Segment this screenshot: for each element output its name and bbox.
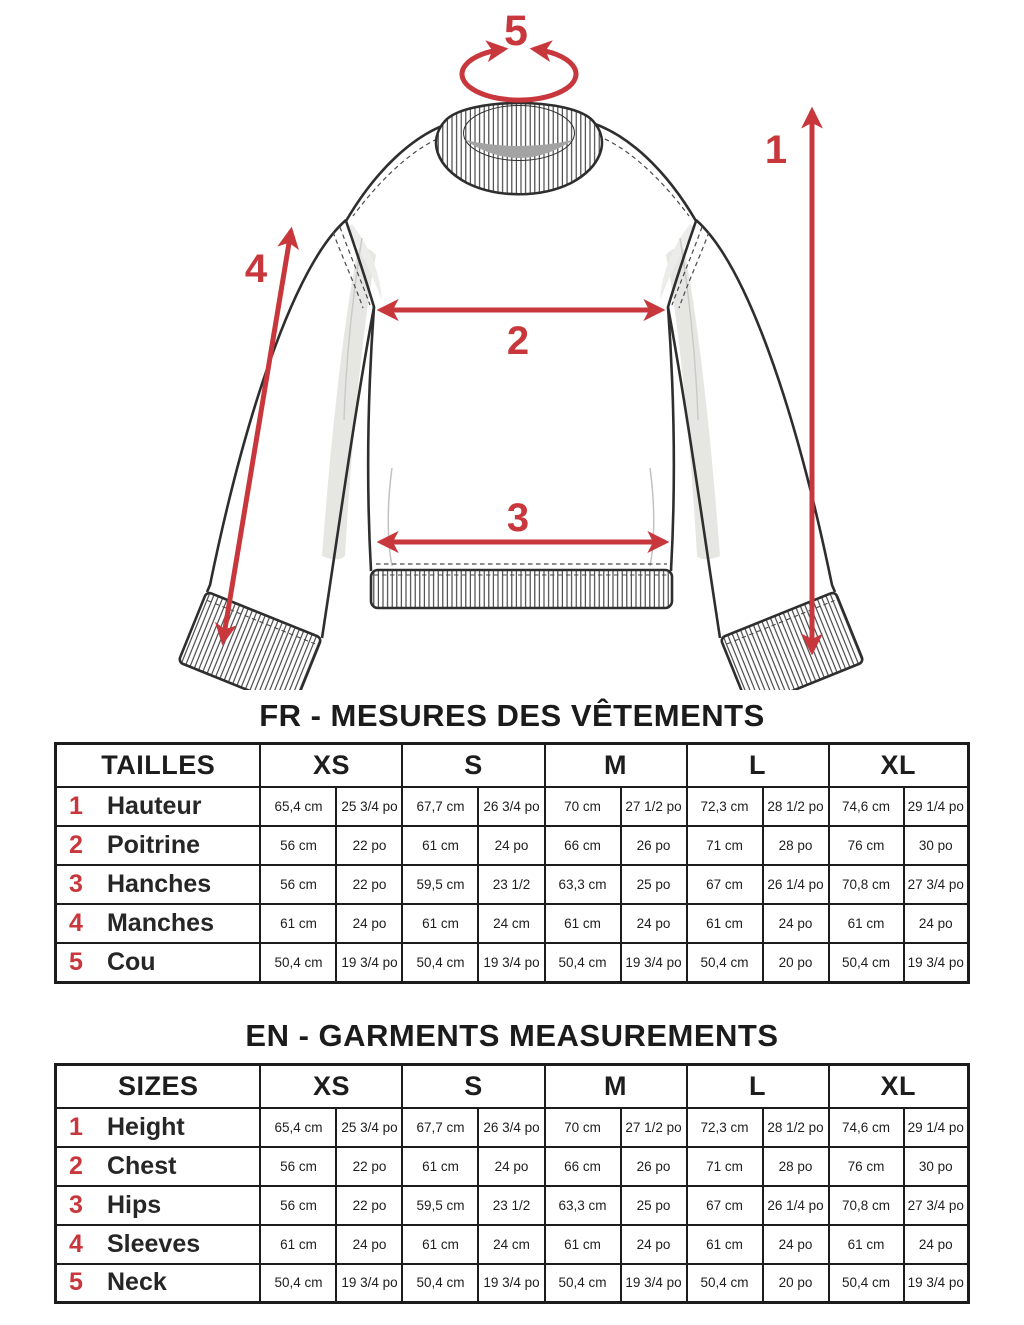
- measurement-cell: 59,5 cm: [402, 1186, 478, 1225]
- table-row: [55, 1108, 968, 1147]
- en-header-l: L: [687, 1064, 829, 1108]
- measurement-cell: 50,4 cm: [829, 1264, 904, 1303]
- measurement-cell: 26 3/4 po: [478, 1108, 544, 1147]
- row-label-cell: [55, 1264, 260, 1303]
- measurement-cell: 66 cm: [545, 826, 621, 865]
- measurement-cell: 29 1/4 po: [904, 1108, 969, 1147]
- row-name: Sleeves: [106, 1229, 201, 1258]
- measurement-cell: 70,8 cm: [829, 865, 904, 904]
- measurement-cell: 56 cm: [260, 1147, 336, 1186]
- measurement-cell: 24 po: [621, 904, 687, 943]
- measurement-cell: 27 3/4 po: [904, 1186, 969, 1225]
- row-name: Hanches: [106, 870, 212, 898]
- measurement-cell: 61 cm: [402, 904, 478, 943]
- measurement-cell: 56 cm: [260, 865, 336, 904]
- measurement-cell: 28 1/2 po: [763, 1108, 829, 1147]
- measurement-cell: 70 cm: [545, 787, 621, 826]
- row-name: Chest: [106, 1151, 177, 1180]
- measurement-cell: 24 cm: [478, 904, 544, 943]
- measurement-cell: 67 cm: [687, 1186, 763, 1225]
- table-row: [55, 1186, 968, 1225]
- measurement-cell: 61 cm: [545, 1225, 621, 1264]
- en-header-m: M: [545, 1064, 687, 1108]
- table-row: [55, 826, 968, 865]
- measurement-cell: 24 po: [336, 1225, 402, 1264]
- arrow-neck: [462, 49, 576, 100]
- measurement-cell: 24 po: [904, 904, 969, 943]
- row-name: Neck: [106, 1268, 167, 1297]
- table-row: [55, 1147, 968, 1186]
- row-name: Hauteur: [106, 792, 202, 820]
- measurement-cell: 25 3/4 po: [336, 1108, 402, 1147]
- measurement-cell: 50,4 cm: [687, 1264, 763, 1303]
- measurement-cell: 27 3/4 po: [904, 865, 969, 904]
- measurement-cell: 61 cm: [545, 904, 621, 943]
- measurement-cell: 19 3/4 po: [336, 1264, 402, 1303]
- row-number: 3: [68, 1190, 83, 1219]
- table-row: [55, 943, 968, 982]
- measurement-cell: 29 1/4 po: [904, 787, 969, 826]
- measurement-cell: 19 3/4 po: [621, 1264, 687, 1303]
- measurement-cell: 20 po: [763, 943, 829, 982]
- measurement-cell: 26 po: [621, 826, 687, 865]
- measurement-cell: 61 cm: [687, 1225, 763, 1264]
- measurement-cell: 61 cm: [402, 1147, 478, 1186]
- row-number: 2: [68, 1151, 83, 1180]
- row-label-cell: [55, 1108, 260, 1147]
- row-name: Height: [106, 1112, 185, 1141]
- fr-header-xs: XS: [260, 744, 402, 788]
- fr-size-table: [54, 742, 970, 984]
- table-row: [55, 865, 968, 904]
- measurement-cell: 26 po: [621, 1147, 687, 1186]
- row-label-cell: [55, 865, 260, 904]
- en-header-xs: XS: [260, 1064, 402, 1108]
- row-number: 5: [68, 947, 83, 976]
- en-header-s: S: [402, 1064, 544, 1108]
- row-number: 1: [68, 1112, 83, 1141]
- measurement-cell: 24 po: [336, 904, 402, 943]
- en-size-table: [54, 1063, 970, 1305]
- measurement-cell: 59,5 cm: [402, 865, 478, 904]
- measurement-cell: 61 cm: [260, 1225, 336, 1264]
- measurement-cell: 19 3/4 po: [478, 943, 544, 982]
- measurement-cell: 19 3/4 po: [904, 1264, 969, 1303]
- fr-header-row: [55, 744, 968, 788]
- measurement-cell: 76 cm: [829, 1147, 904, 1186]
- measurement-cell: 50,4 cm: [545, 1264, 621, 1303]
- measurement-cell: 56 cm: [260, 1186, 336, 1225]
- measurement-cell: 61 cm: [829, 904, 904, 943]
- measurement-cell: 26 1/4 po: [763, 1186, 829, 1225]
- measurement-cell: 72,3 cm: [687, 1108, 763, 1147]
- measurement-cell: 50,4 cm: [260, 1264, 336, 1303]
- en-section-title: EN - GARMENTS MEASUREMENTS: [245, 1017, 779, 1053]
- measurement-cell: 26 1/4 po: [763, 865, 829, 904]
- measurement-cell: 63,3 cm: [545, 1186, 621, 1225]
- measurement-cell: 26 3/4 po: [478, 787, 544, 826]
- fr-header-m: M: [545, 744, 687, 788]
- measurement-cell: 28 po: [763, 826, 829, 865]
- measurement-cell: 74,6 cm: [829, 787, 904, 826]
- measurement-cell: 24 cm: [478, 1225, 544, 1264]
- measurement-cell: 67,7 cm: [402, 787, 478, 826]
- measurement-cell: 50,4 cm: [402, 943, 478, 982]
- measurement-cell: 19 3/4 po: [621, 943, 687, 982]
- measurement-cell: 30 po: [904, 826, 969, 865]
- measurement-cell: 71 cm: [687, 1147, 763, 1186]
- measurement-cell: 65,4 cm: [260, 1108, 336, 1147]
- callout-label-2: 2: [506, 319, 530, 363]
- measurement-cell: 61 cm: [402, 1225, 478, 1264]
- collar: [436, 103, 602, 194]
- measurement-cell: 61 cm: [687, 904, 763, 943]
- row-label-cell: [55, 904, 260, 943]
- measurement-cell: 20 po: [763, 1264, 829, 1303]
- measurement-cell: 25 3/4 po: [336, 787, 402, 826]
- measurement-cell: 27 1/2 po: [621, 787, 687, 826]
- measurement-cell: 63,3 cm: [545, 865, 621, 904]
- measurement-cell: 61 cm: [829, 1225, 904, 1264]
- row-label-cell: [55, 1147, 260, 1186]
- measurement-cell: 24 po: [478, 1147, 544, 1186]
- callout-label-3: 3: [506, 496, 530, 540]
- row-number: 2: [68, 831, 83, 859]
- fr-header-label: TAILLES: [55, 744, 260, 788]
- table-row: [55, 904, 968, 943]
- measurement-cell: 70 cm: [545, 1108, 621, 1147]
- measurement-cell: 22 po: [336, 1147, 402, 1186]
- row-label-cell: [55, 943, 260, 982]
- measurement-cell: 23 1/2: [478, 1186, 544, 1225]
- row-number: 3: [68, 870, 83, 898]
- measurement-cell: 65,4 cm: [260, 787, 336, 826]
- measurement-cell: 24 po: [763, 904, 829, 943]
- measurement-cell: 22 po: [336, 826, 402, 865]
- table-row: [55, 1225, 968, 1264]
- measurement-cell: 24 po: [763, 1225, 829, 1264]
- measurement-cell: 23 1/2: [478, 865, 544, 904]
- measurement-cell: 19 3/4 po: [904, 943, 969, 982]
- measurement-cell: 50,4 cm: [687, 943, 763, 982]
- row-number: 5: [68, 1268, 83, 1297]
- row-number: 4: [68, 1229, 83, 1258]
- en-header-row: [55, 1064, 968, 1108]
- measurement-cell: 25 po: [621, 1186, 687, 1225]
- measurement-cell: 67,7 cm: [402, 1108, 478, 1147]
- row-number: 1: [68, 792, 83, 820]
- measurement-cell: 19 3/4 po: [478, 1264, 544, 1303]
- table-row: [55, 787, 968, 826]
- row-label-cell: [55, 826, 260, 865]
- measurement-cell: 28 1/2 po: [763, 787, 829, 826]
- row-label-cell: [55, 787, 260, 826]
- measurement-cell: 22 po: [336, 865, 402, 904]
- en-header-xl: XL: [829, 1064, 969, 1108]
- measurement-cell: 27 1/2 po: [621, 1108, 687, 1147]
- measurement-cell: 61 cm: [260, 904, 336, 943]
- measurement-cell: 50,4 cm: [829, 943, 904, 982]
- callout-label-1: 1: [764, 128, 788, 172]
- measurement-cell: 74,6 cm: [829, 1108, 904, 1147]
- measurement-cell: 24 po: [478, 826, 544, 865]
- measurement-cell: 25 po: [621, 865, 687, 904]
- measurement-cell: 30 po: [904, 1147, 969, 1186]
- measurement-cell: 19 3/4 po: [336, 943, 402, 982]
- measurement-cell: 61 cm: [402, 826, 478, 865]
- measurement-cell: 28 po: [763, 1147, 829, 1186]
- measurement-cell: 56 cm: [260, 826, 336, 865]
- measurement-cell: 24 po: [621, 1225, 687, 1264]
- fr-header-xl: XL: [829, 744, 969, 788]
- callout-label-4: 4: [244, 247, 268, 291]
- measurement-cell: 70,8 cm: [829, 1186, 904, 1225]
- measurement-cell: 24 po: [904, 1225, 969, 1264]
- fr-header-l: L: [687, 744, 829, 788]
- callout-label-5: 5: [504, 7, 528, 55]
- en-header-label: SIZES: [55, 1064, 260, 1108]
- measurement-cell: 22 po: [336, 1186, 402, 1225]
- row-number: 4: [68, 909, 83, 937]
- measurement-cell: 71 cm: [687, 826, 763, 865]
- hem-band: [371, 570, 672, 608]
- row-name: Poitrine: [106, 831, 201, 859]
- measurement-cell: 76 cm: [829, 826, 904, 865]
- measurement-cell: 66 cm: [545, 1147, 621, 1186]
- table-row: [55, 1264, 968, 1303]
- measurement-cell: 67 cm: [687, 865, 763, 904]
- fr-section-title: FR - MESURES DES VÊTEMENTS: [259, 698, 765, 733]
- row-label-cell: [55, 1186, 260, 1225]
- row-name: Cou: [106, 947, 156, 976]
- measurement-cell: 50,4 cm: [260, 943, 336, 982]
- row-name: Manches: [106, 909, 214, 937]
- measurement-cell: 72,3 cm: [687, 787, 763, 826]
- measurement-cell: 50,4 cm: [402, 1264, 478, 1303]
- row-label-cell: [55, 1225, 260, 1264]
- fr-header-s: S: [402, 744, 544, 788]
- row-name: Hips: [106, 1190, 162, 1219]
- measurement-cell: 50,4 cm: [545, 943, 621, 982]
